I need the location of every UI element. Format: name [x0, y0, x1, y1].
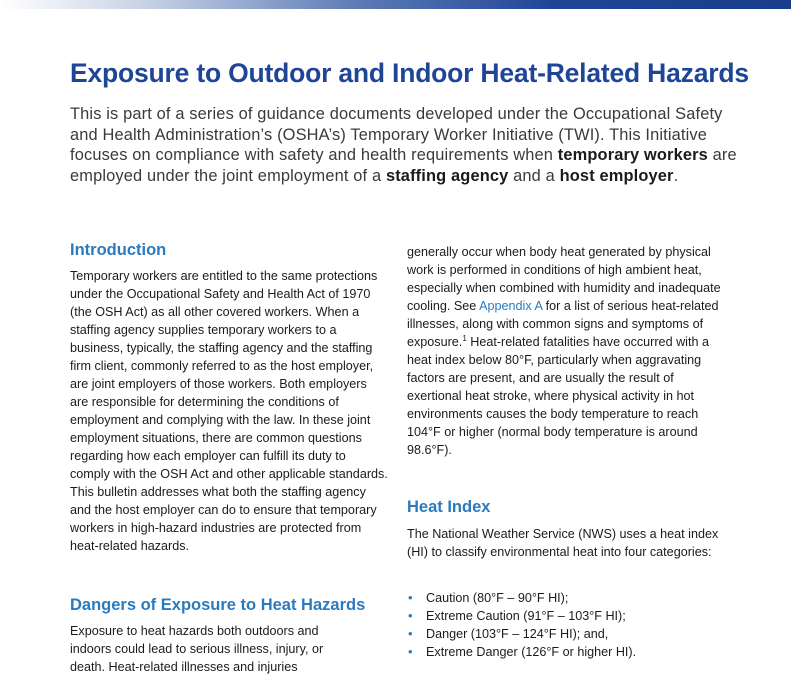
dangers-continuation-text-b: for a list of serious heat-related illnesses, along with common signs and symptoms of exposure. [407, 299, 719, 349]
page-title: Exposure to Outdoor and Indoor Heat-Related Hazards [70, 58, 749, 88]
list-item-text: Danger (103°F – 124°F HI); and, [426, 627, 609, 641]
heat-index-body: The National Weather Service (NWS) uses a heat index (HI) to classify environmental heat into four categories: [407, 527, 719, 559]
introduction-body: Temporary workers are entitled to the same protections under the Occupational Safety and Health Act of 1970 (the OSH Act) as all other covered workers. When a staffing agency supplies temporary workers to a business, typically, the staffing agency and the staffing firm client, commonly referred to as the host employer, are joint employers of those workers. Both employers are responsible for determining the conditions of employment and complying with the law. In these joint employment situations, there are common questions regarding how each employer can fulfill its duty to comply with the OSH Act and other applicable standards. This bulletin addresses what both the staffing agency and the host employer can do to ensure that temporary workers in high-hazard industries are protected from heat-related hazards. [70, 269, 388, 553]
dangers-body: Exposure to heat hazards both outdoors and indoors could lead to serious illness, injury, or death. Heat-related illnesses and injuries [70, 624, 324, 674]
heat-index-heading: Heat Index [407, 498, 491, 516]
list-item-text: Caution (80°F – 90°F HI); [426, 591, 569, 605]
introduction-heading: Introduction [70, 241, 167, 259]
intro-bold-staffing-agency: staffing agency [385, 167, 509, 186]
dangers-heading: Dangers of Exposure to Heat Hazards [70, 596, 366, 614]
intro-text-3: and a [508, 167, 560, 186]
list-item [407, 589, 725, 607]
dangers-continuation-text-c: Heat-related fatalities have occurred with a heat index below 80°F, particularly when aggravating factors are present, and are usually the result of exertional heat stroke, where physical activity in hot environments causes the body temperature to reach 104°F or higher (normal body temperature is around 98.6°F). [407, 335, 709, 457]
list-item [407, 643, 725, 661]
bullet-dot-icon: • [408, 608, 413, 623]
appendix-a-link[interactable]: Appendix A [479, 299, 543, 313]
header-gradient-bar [0, 0, 791, 9]
intro-bold-temporary-workers: temporary workers [557, 146, 708, 165]
bullet-dot-icon: • [408, 590, 413, 605]
footnote-marker: 1 [462, 333, 467, 343]
intro-text-2: are employed under the joint employment of a [70, 146, 737, 186]
intro-paragraph [70, 104, 740, 187]
dangers-continuation-text-a: generally occur when body heat generated by physical work is performed in conditions of high ambient heat, especially when combined with humidity and inadequate cooling. See [407, 245, 721, 313]
bullet-dot-icon: • [408, 644, 413, 659]
dangers-continuation [407, 243, 725, 459]
bullet-dot-icon: • [408, 626, 413, 641]
heat-index-categories-list [407, 589, 725, 661]
intro-text-1: This is part of a series of guidance documents developed under the Occupational Safety and Health Administration’s (OSHA’s) Temporary Worker Initiative (TWI). This Initiative focuses on compliance with safety and health requirements when [70, 105, 723, 165]
list-item-text: Extreme Danger (126°F or higher HI). [426, 645, 637, 659]
intro-text-4: . [673, 167, 679, 186]
list-item [407, 607, 725, 625]
intro-bold-host-employer: host employer [559, 167, 674, 186]
list-item [407, 625, 725, 643]
list-item-text: Extreme Caution (91°F – 103°F HI); [426, 609, 626, 623]
